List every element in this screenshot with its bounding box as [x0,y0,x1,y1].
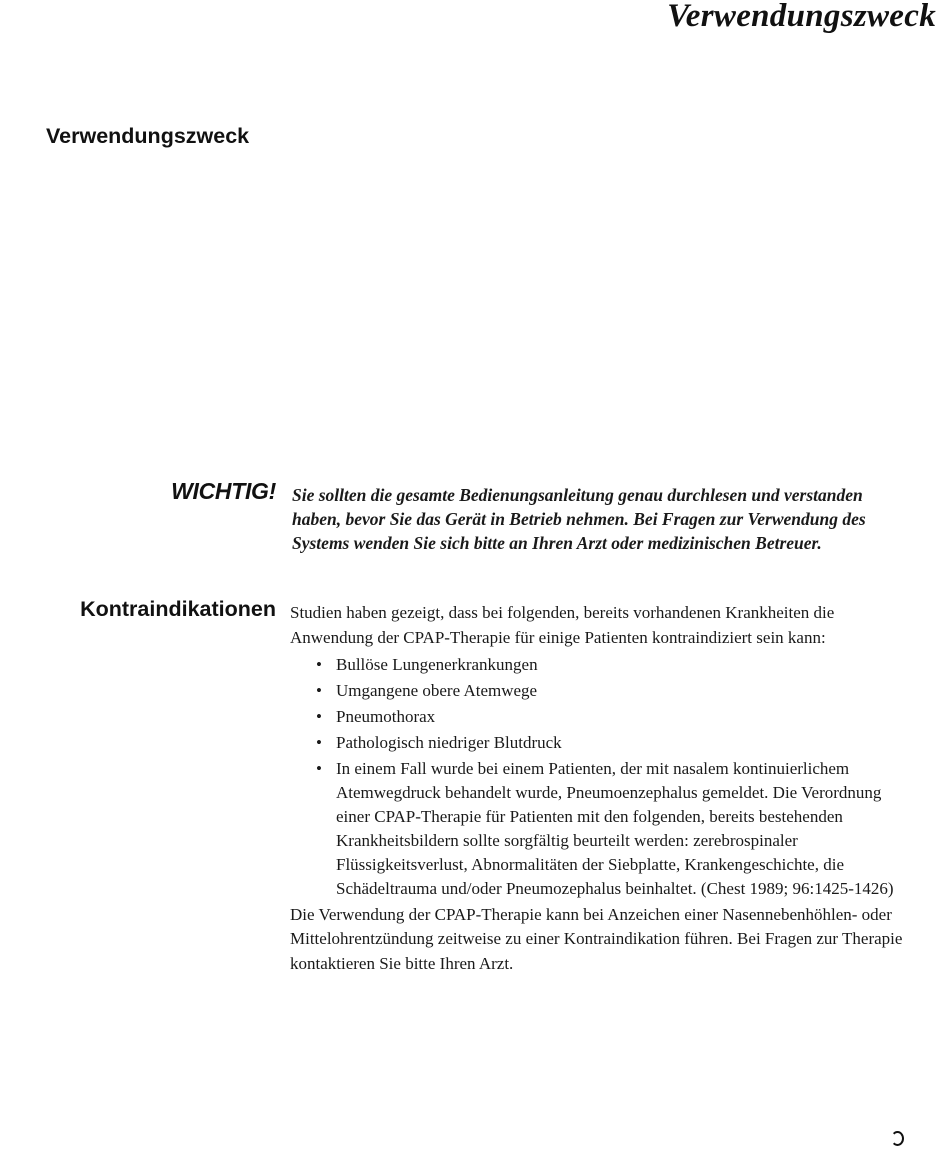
important-label: WICHTIG! [171,478,276,504]
list-item [316,679,910,704]
list-item-text: In einem Fall wurde bei einem Patienten, der mit nasalem kontinuierlichem Atemwegdruck behandelt wurde, Pneumoenzephalus gemeldet. Die Verordnung einer CPAP-Therapie für Patienten mit den folgenden, bereits bestehenden Krankheitsbildern sollte sorgfältig beurteilt werden: zerebrospinaler Flüssigkeitsverlust, Abnormalitäten der Siebplatte, Krankengeschichte, die Schädeltrauma und/oder Pneumozephalus beinhaltet. (Chest 1989; 96:1425-1426) [336,759,894,898]
bullet-icon: • [316,759,322,778]
important-notice-text: Sie sollten die gesamte Bedienungsanleitung genau durchlesen und verstanden haben, bevor Sie das Gerät in Betrieb nehmen. Bei Fragen zur Verwendung des Systems wenden Sie sich bitte an Ihren Arzt oder medizinischen Betreuer. [292,485,866,553]
list-item [316,705,910,730]
bullet-icon: • [316,733,322,752]
list-item-text: Umgangene obere Atemwege [336,681,538,700]
contraindications-list [290,653,910,901]
list-item-text: Pneumothorax [336,707,436,726]
bullet-icon: • [316,681,322,700]
list-item [316,757,910,901]
contraindications-intro: Studien haben gezeigt, dass bei folgenden, bereits vorhandenen Krankheiten die Anwendung der CPAP-Therapie für einige Patienten kontraindiziert sein kann: [290,603,835,647]
list-item-text: Bullöse Lungenerkrankungen [336,655,538,674]
contraindications-body [290,601,910,976]
bullet-icon: • [316,707,322,726]
section-title: Verwendungszweck [46,124,250,148]
contraindications-label: Kontraindikationen [80,597,276,621]
list-item-text: Pathologisch niedriger Blutdruck [336,733,562,752]
list-item [316,731,910,756]
contraindications-closing: Die Verwendung der CPAP-Therapie kann bei Anzeichen einer Nasennebenhöhlen- oder Mittelohrentzündung zeitweise zu einer Kontraindikation führen. Bei Fragen zur Therapie kontaktieren Sie bitte Ihren Arzt. [290,904,903,973]
list-item [316,653,910,678]
running-header-title: Verwendungszweck [667,0,936,34]
page-marker-icon [891,1131,904,1146]
bullet-icon: • [316,655,322,674]
